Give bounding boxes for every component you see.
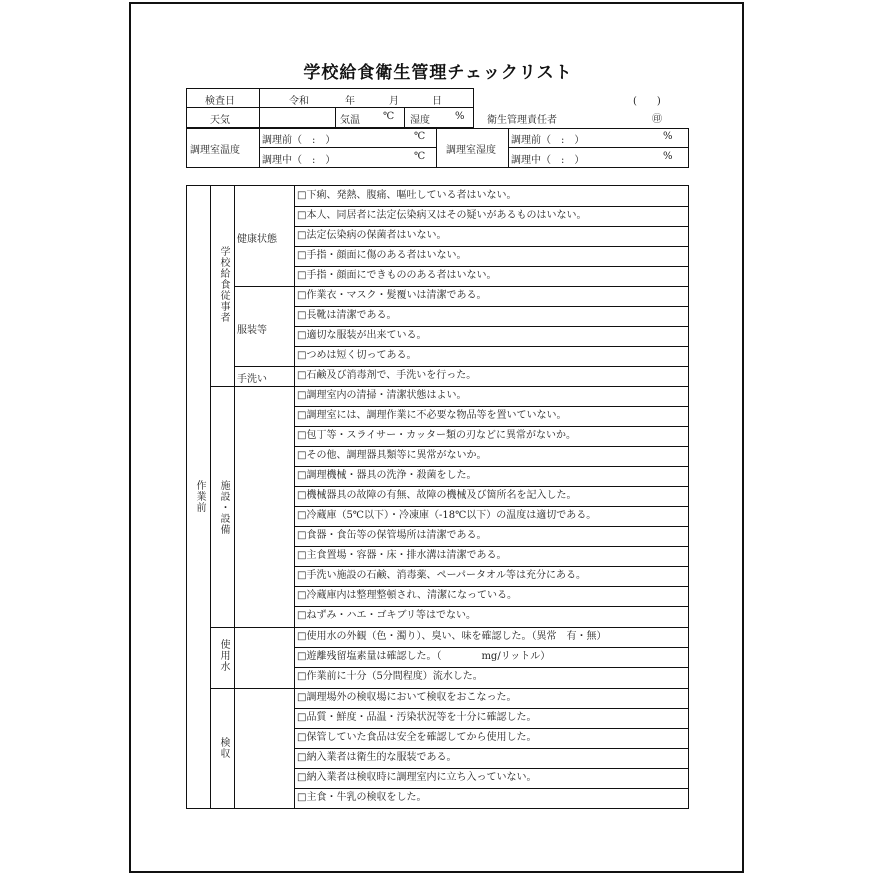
temp-unit: ℃	[383, 111, 395, 122]
check-item[interactable]: □つめは短く切ってある。	[297, 350, 417, 361]
humidity-unit-during: %	[663, 151, 673, 162]
era-text: 令和	[289, 96, 309, 107]
check-item[interactable]: □納入業者は衛生的な服装である。	[297, 752, 457, 763]
weather-label: 天気	[210, 115, 230, 126]
check-item[interactable]: □その他、調理器具類等に異常がないか。	[297, 450, 487, 461]
check-item[interactable]: □下痢、発熱、腹痛、嘔吐している者はいない。	[297, 190, 517, 201]
room-humidity-col-divider	[508, 128, 509, 168]
check-item[interactable]: □作業衣・マスク・髪覆いは清潔である。	[297, 290, 487, 301]
group-col-divider	[294, 185, 295, 809]
check-item[interactable]: □調理機械・器具の洗浄・殺菌をした。	[297, 470, 477, 481]
check-item[interactable]: □遊離残留塩素量は確認した。（ mg/リットル）	[297, 651, 551, 662]
weekday-field[interactable]: ( )	[633, 96, 661, 107]
check-item[interactable]: □食器・食缶等の保管場所は清潔である。	[297, 530, 487, 541]
year-text: 年	[345, 96, 355, 107]
check-item[interactable]: □手洗い施設の石鹸、消毒薬、ペーパータオル等は充分にある。	[297, 570, 586, 581]
temp-unit-before: ℃	[414, 131, 426, 142]
check-item[interactable]: □主食・牛乳の検収をした。	[297, 792, 427, 803]
check-item[interactable]: □冷蔵庫内は整理整頓され、清潔になっている。	[297, 590, 518, 601]
phase-label: 作業前	[194, 480, 205, 513]
header-col-divider	[259, 88, 260, 128]
group-label-handwash: 手洗い	[237, 374, 267, 385]
before-cooking-temp: 調理前（ : ）	[262, 135, 336, 146]
phase-col-divider	[210, 185, 211, 809]
section-label-facilities: 施設・設備	[218, 480, 229, 535]
group-divider-health	[234, 286, 294, 287]
group-divider-clothing	[234, 366, 294, 367]
during-cooking-temp: 調理中（ : ）	[262, 155, 336, 166]
humidity-col-divider	[404, 107, 405, 128]
header-row-divider	[186, 107, 474, 108]
room-temp-label: 調理室温度	[190, 145, 240, 156]
inspection-date-label: 検査日	[205, 96, 235, 107]
check-item[interactable]: □納入業者は検収時に調理室内に立ち入っていない。	[297, 772, 537, 783]
before-cooking-humidity: 調理前（ : ）	[511, 135, 585, 146]
temp-label: 気温	[340, 115, 360, 126]
check-item[interactable]: □品質・鮮度・品温・汚染状況等を十分に確認した。	[297, 712, 537, 723]
humidity-unit: %	[455, 111, 465, 122]
month-text: 月	[389, 96, 399, 107]
check-item[interactable]: □調理室には、調理作業に不必要な物品等を置いていない。	[297, 410, 567, 421]
check-item[interactable]: □長靴は清潔である。	[297, 310, 397, 321]
group-label-clothing: 服装等	[237, 325, 267, 336]
check-item[interactable]: □法定伝染病の保菌者はいない。	[297, 230, 447, 241]
check-item[interactable]: □手指・顔面に傷のある者はいない。	[297, 250, 467, 261]
room-mid-divider	[436, 128, 437, 168]
room-humidity-row-divider	[508, 147, 689, 148]
check-item[interactable]: □保管していた食品は安全を確認してから使用した。	[297, 732, 537, 743]
page-title: 学校給食衛生管理チェックリスト	[303, 63, 573, 83]
section-label-water: 使用水	[218, 639, 229, 672]
temp-unit-during: ℃	[414, 151, 426, 162]
humidity-label: 湿度	[410, 115, 430, 126]
section-divider-staff	[210, 386, 294, 387]
check-item[interactable]: □冷蔵庫（5℃以下）・冷凍庫（-18℃以下）の温度は適切である。	[297, 510, 597, 521]
check-item[interactable]: □使用水の外観（色・濁り）、臭い、味を確認した。（異常 有・無）	[297, 631, 607, 642]
check-item[interactable]: □ねずみ・ハエ・ゴキブリ等はでない。	[297, 610, 477, 621]
check-item[interactable]: □作業前に十分（5分間程度）流水した。	[297, 671, 483, 682]
check-item[interactable]: □適切な服装が出来ている。	[297, 330, 427, 341]
temp-col-divider	[335, 107, 336, 128]
manager-label: 衛生管理責任者	[487, 115, 557, 126]
check-item[interactable]: □手指・顔面にできもののある者はいない。	[297, 270, 497, 281]
section-col-divider	[234, 185, 235, 809]
section-label-inspection: 検収	[218, 737, 229, 759]
check-item[interactable]: □石鹸及び消毒剤で、手洗いを行った。	[297, 370, 477, 381]
section-divider-water	[210, 688, 294, 689]
room-temp-row-divider	[259, 147, 436, 148]
check-item[interactable]: □調理場外の検収場において検収をおこなった。	[297, 692, 517, 703]
section-divider-facilities	[210, 627, 294, 628]
room-temp-col-divider	[259, 128, 260, 168]
check-item[interactable]: □機械器具の故障の有無、故障の機械及び箇所名を記入した。	[297, 490, 577, 501]
check-item[interactable]: □包丁等・スライサー・カッター類の刃などに異常がないか。	[297, 430, 577, 441]
during-cooking-humidity: 調理中（ : ）	[511, 155, 585, 166]
check-item[interactable]: □本人、同居者に法定伝染病又はその疑いがあるものはいない。	[297, 210, 587, 221]
check-item[interactable]: □調理室内の清掃・清潔状態はよい。	[297, 390, 467, 401]
group-label-health: 健康状態	[237, 234, 277, 245]
check-item[interactable]: □主食置場・容器・床・排水溝は清潔である。	[297, 550, 507, 561]
seal-mark: ㊞	[652, 114, 662, 125]
room-humidity-label: 調理室湿度	[446, 145, 496, 156]
humidity-unit-before: %	[663, 131, 673, 142]
day-text: 日	[432, 96, 442, 107]
section-label-staff: 学校給食従事者	[218, 246, 229, 323]
